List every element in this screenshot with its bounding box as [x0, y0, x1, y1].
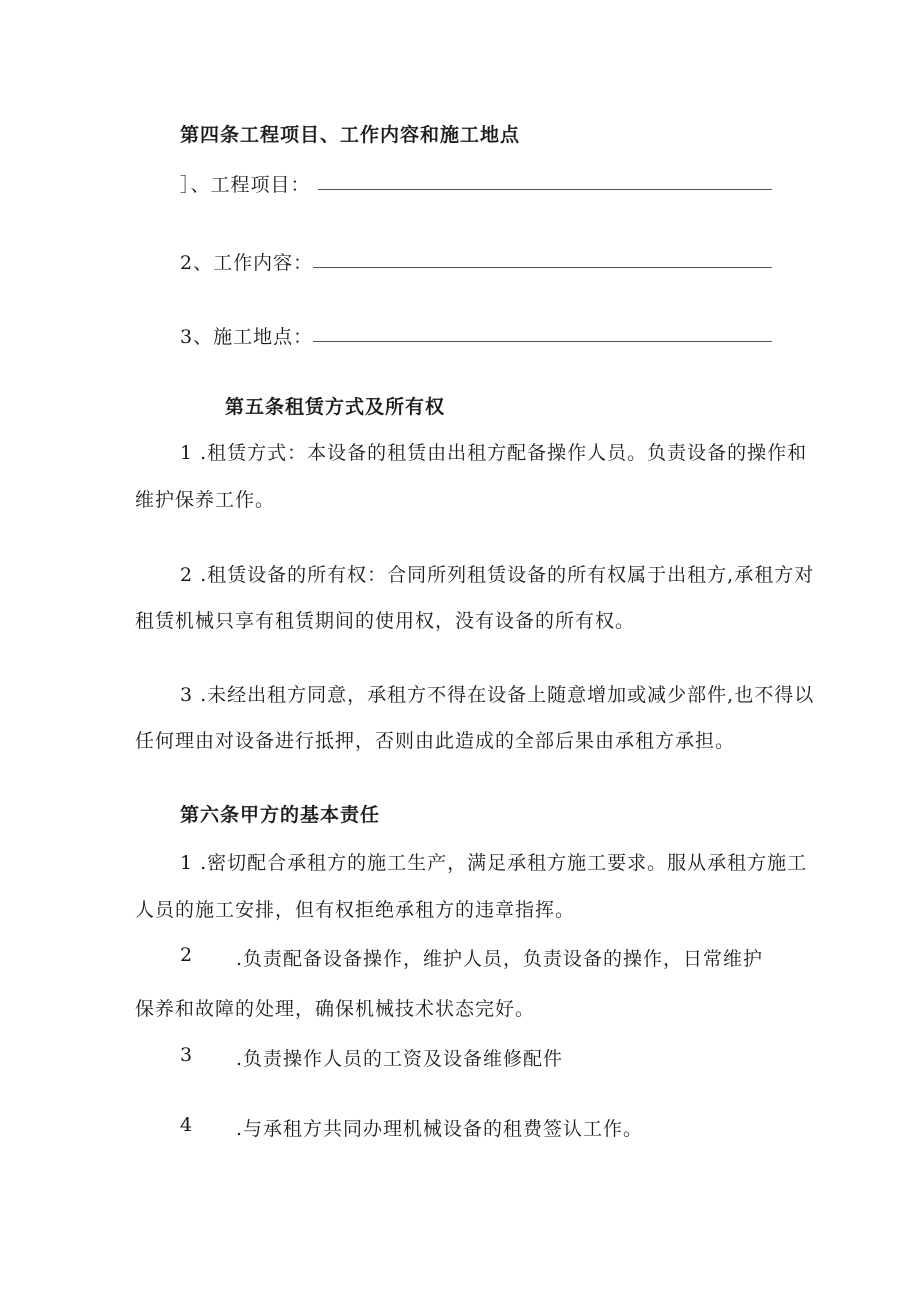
article-5-p3-line2: 任何理由对设备进行抵押，否则由此造成的全部后果由承租方承担。: [135, 730, 736, 752]
item-location-blank: [313, 341, 772, 342]
article-6-p2-num: 2: [180, 944, 194, 966]
article-5-title: 第五条租赁方式及所有权: [225, 396, 446, 418]
article-6-p1-line1: 1 .密切配合承租方的施工生产，满足承租方施工要求。服从承租方施工: [180, 852, 808, 874]
article-5-p2-line1: 2 .租赁设备的所有权：合同所列租赁设备的所有权属于出租方,承租方对: [180, 564, 815, 586]
article-4-title: 第四条工程项目、工作内容和施工地点: [180, 124, 521, 146]
article-6-title: 第六条甲方的基本责任: [180, 804, 381, 826]
article-5-p1-line1: 1 .租赁方式：本设备的租赁由出租方配备操作人员。负责设备的操作和: [180, 442, 808, 464]
article-6-p3-num: 3: [180, 1044, 194, 1066]
item-project-blank: [318, 189, 772, 190]
article-6-p4-line1: .与承租方共同办理机械设备的租费签认工作。: [236, 1118, 644, 1140]
item-location-label: 3、施工地点：: [180, 326, 314, 348]
item-content-blank: [313, 267, 772, 268]
article-5-p3-line1: 3 .未经出租方同意，承租方不得在设备上随意增加或减少部件,也不得以: [180, 684, 815, 706]
article-6-p1-line2: 人员的施工安排，但有权拒绝承租方的违章指挥。: [135, 899, 576, 921]
item-project-label: ］、工程项目：: [180, 174, 311, 196]
article-6-p4-num: 4: [180, 1114, 194, 1136]
article-6-p2-line1: .负责配备设备操作，维护人员，负责设备的操作，日常维护: [236, 948, 764, 970]
article-6-p2-line2: 保养和故障的处理，确保机械技术状态完好。: [135, 998, 536, 1020]
article-6-p3-line1: .负责操作人员的工资及设备维修配件: [236, 1048, 564, 1070]
article-5-p1-line2: 维护保养工作。: [135, 489, 276, 511]
item-content-label: 2、工作内容：: [180, 252, 314, 274]
article-5-p2-line2: 租赁机械只享有租赁期间的使用权，没有设备的所有权。: [135, 610, 636, 632]
